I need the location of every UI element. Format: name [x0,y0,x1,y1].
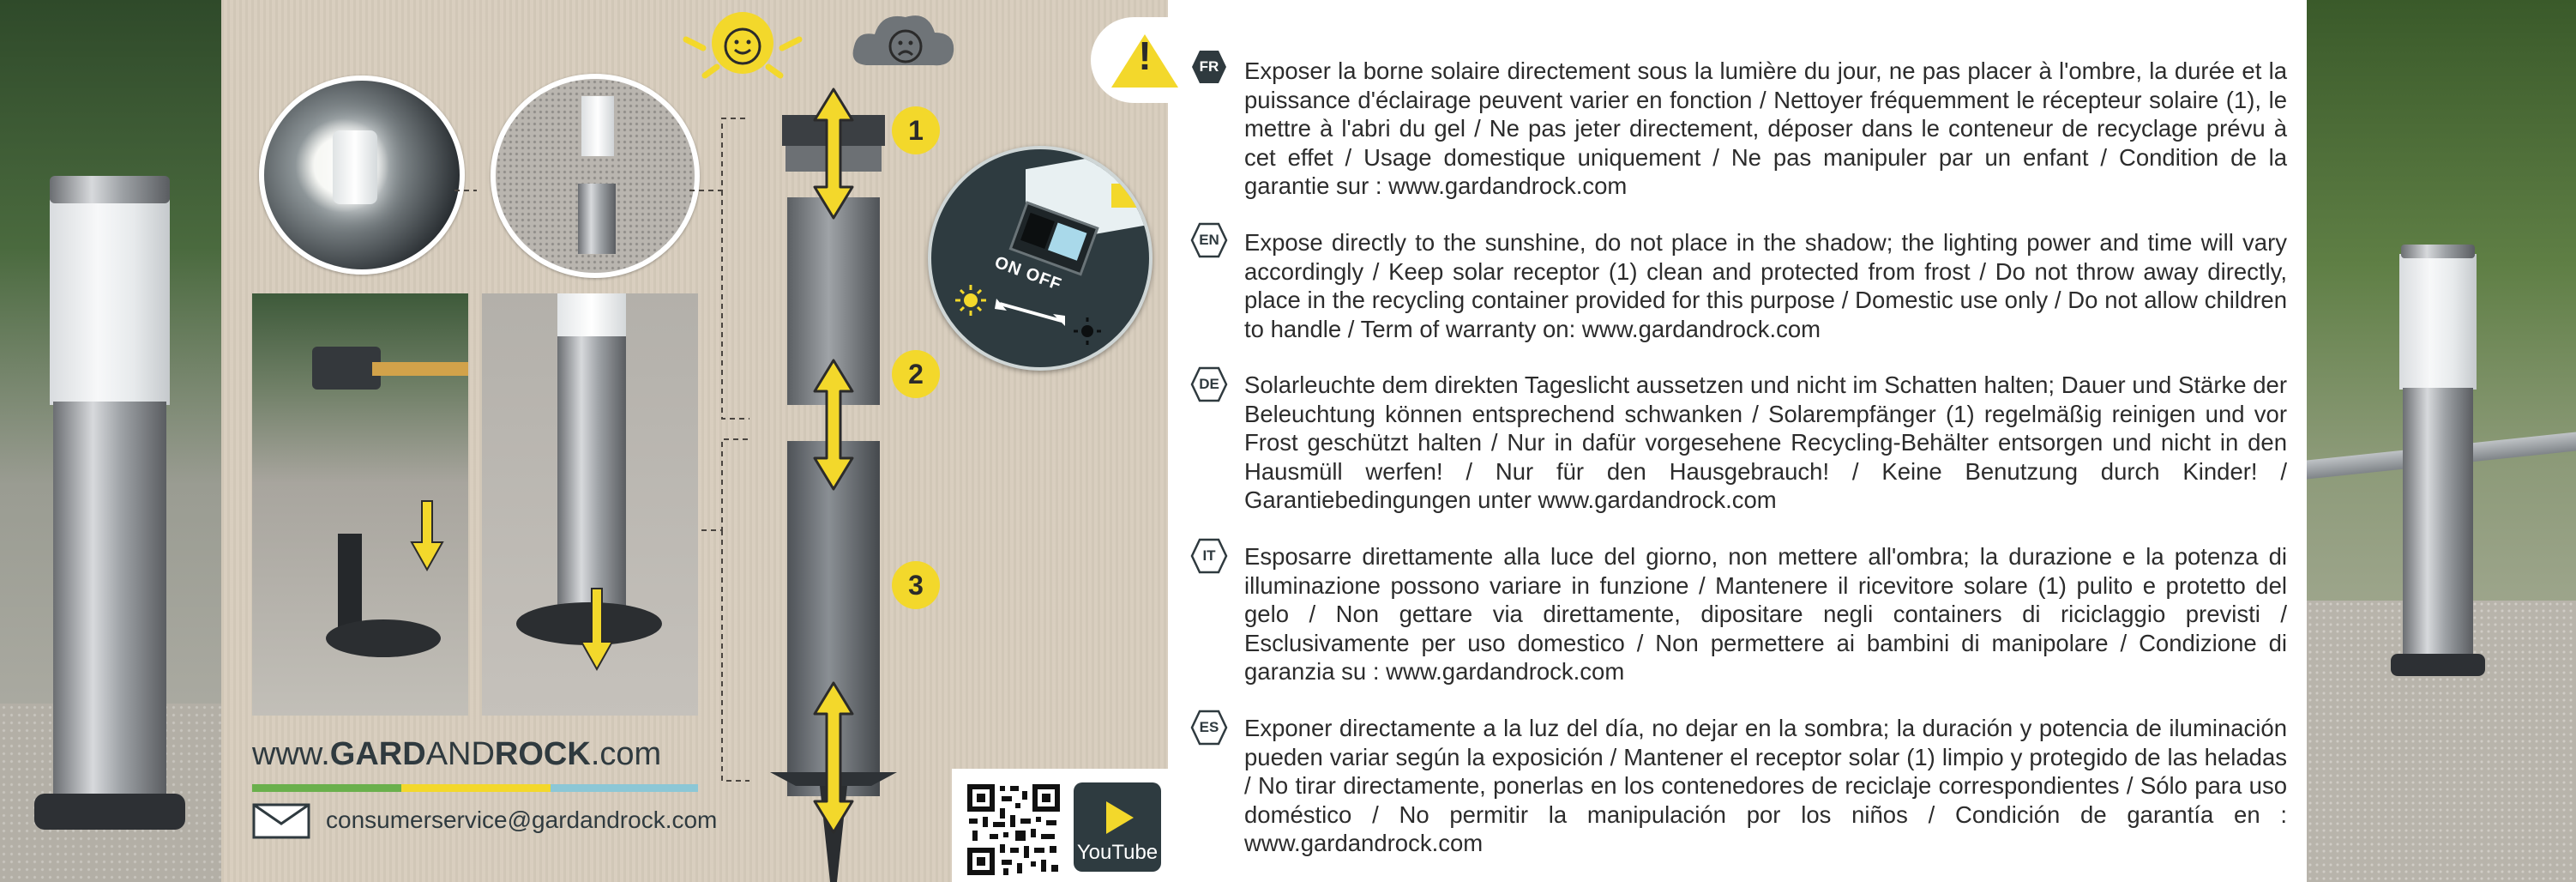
bollard-exploded-diagram [763,86,960,882]
step-number-1: 1 [892,106,940,154]
instruction-text-en: Expose directly to the sunshine, do not place in the shadow; the lighting power and time will vary accordingly / Keep solar receptor (1) clean and protected from frost / Do not throw away directly, place in the recycling container provided for this purpose / Domestic use only / Do not allow children to handle / Term of warranty on: www.gardandrock.com [1244,229,2287,342]
hammer-head [312,347,381,390]
step-photo-insert-body [482,293,698,716]
bollard-solar-cap [2401,245,2475,258]
brand-stripe-green [252,784,401,792]
down-arrow-icon [580,587,614,673]
lang-badge-de: DE [1190,365,1228,403]
qr-code[interactable] [966,782,1062,877]
switch-labels: ON OFF [991,252,1065,295]
brand-stripe-yellow [401,784,551,792]
switch-slot [1048,222,1086,260]
lang-badge-en: EN [1190,221,1228,259]
bollard-base [2391,654,2485,676]
brand-stripe-blue [551,784,698,792]
step-number-2: 2 [892,350,940,398]
switch-direction-icons [943,269,1132,347]
product-photo-left [0,0,221,882]
lang-badge-es: ES [1190,709,1228,746]
consumer-service-email[interactable]: consumerservice@gardandrock.com [326,806,718,833]
bollard-base [34,794,185,830]
step-photo-hammer-stake [252,293,468,716]
hammer-handle [372,362,468,376]
lang-badge-it: IT [1190,537,1228,575]
step-number-3: 3 [892,561,940,609]
lamp-glass [557,293,626,336]
youtube-label: YouTube [1076,841,1159,864]
instruction-text-es: Exponer directamente a la luz del día, no dejar en la sombra; la duración y potencia de iluminación pueden variar según la exposición / Mantener el receptor solar (1) limpio y protegido de las heladas / No tirar directamente, ponerlas en los contenedores de reciclaje correspondientes / Sólo para uso doméstico / No permitir la manipulación por los niños / Condición de garantía en : www.gardandrock.com [1244,715,2287,856]
instruction-text-fr: Exposer la borne solaire directement sous la lumière du jour, ne pas placer à l'ombre, la durée et la puissance d'éclairage peuvent varier en fonction / Nettoyer fréquemment le récepteur solaire (1), le mettre à l'abri du gel / Ne pas jeter directement, déposer dans le conteneur de recyclage prévu à cet effet / Usage domestique uniquement / Ne pas manipuler par un enfant / Condition de la garantie sur : www.gardandrock.com [1244,57,2287,199]
youtube-button[interactable] [1074,782,1161,872]
bollard-solar-cap [50,176,170,203]
lang-badge-fr: FR [1190,48,1228,86]
down-arrow-icon [410,499,444,573]
bollard-lamp-glass [2399,254,2477,390]
product-photo-right [2307,0,2576,882]
envelope-icon [252,803,310,841]
play-icon [1103,800,1135,836]
instruction-text-de: Solarleuchte dem direkten Tageslicht aussetzen und nicht im Schatten halten; Dauer und Stärke der Beleuchtung können entsprechend schwanken / Solarempfänger (1) regelmäßig reinigen und vor Frost geschützt halten / Nur in dafür vorgesehene Recycling-Behälter entsorgen und nicht in den Hausmüll werfen! / Nur für den Hausgebrauch! / Keine Benutzung durch Kinder! / Garantiebedingungen unter www.gardandrock.com [1244,372,2287,513]
bollard-steel-body [53,402,166,805]
warning-exclamation: ! [1138,33,1152,78]
bollard-steel-body [2403,388,2473,661]
on-off-switch-detail [928,146,1153,371]
solar-cell [1111,184,1146,208]
brand-website[interactable]: www.GARDANDROCK.com [252,736,662,772]
bollard-lamp-glass [50,197,170,405]
cloud-sad-icon [849,9,960,77]
instruction-text-it: Esposarre direttamente alla luce del giorno, non mettere all'ombra; la durazione e la potenza di illuminazione possono variare in funzione / Mantenere il ricevitore solare (1) pulito e protetto del gelo / Non gettare via direttamente, dipositare negli containers di riciclaggio previsti / Esclusivamente per uso domestico / Non permettere ai bambini di manipolare / Condizione di garanzia su : www.gardandrock.com [1244,543,2287,685]
stake-base [326,619,441,657]
